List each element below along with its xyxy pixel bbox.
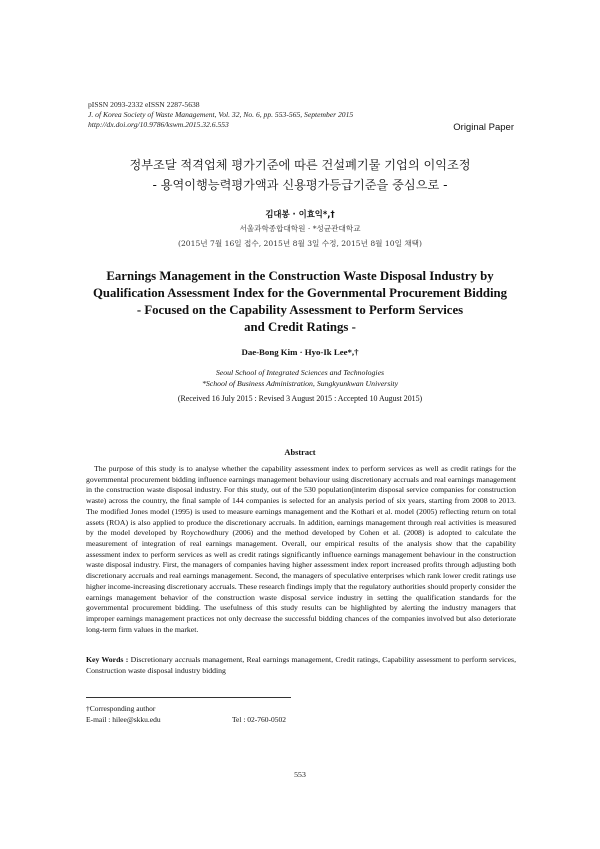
keywords-block xyxy=(86,655,516,676)
korean-title-line-2: - 용역이행능력평가액과 신용평가등급기준을 중심으로 - xyxy=(152,178,448,192)
corresponding-email: E-mail : hilee@skku.edu xyxy=(86,714,161,724)
footnote-rule xyxy=(86,697,291,698)
corresponding-tel: Tel : 02-760-0502 xyxy=(232,714,287,724)
english-title-line-4: and Credit Ratings - xyxy=(244,320,356,334)
korean-dates: (2015년 7월 16일 접수, 2015년 8월 3일 수정, 2015년 8월 10일 채택) xyxy=(178,239,422,248)
abstract-heading: Abstract xyxy=(284,448,316,457)
doi-link[interactable]: http://dx.doi.org/10.9786/kswm.2015.32.6.553 xyxy=(88,120,229,129)
journal-citation: J. of Korea Society of Waste Management, Vol. 32, No. 6, pp. 553-565, September 2015 xyxy=(88,110,354,119)
english-affiliation-1: Seoul School of Integrated Sciences and Technologies xyxy=(215,368,385,377)
english-dates: (Received 16 July 2015 : Revised 3 August 2015 : Accepted 10 August 2015) xyxy=(177,394,423,403)
korean-title-line-1: 정부조달 적격업체 평가기준에 따른 건설폐기물 기업의 이익조정 xyxy=(129,158,471,172)
english-authors: Dae-Bong Kim · Hyo-Ik Lee*,† xyxy=(241,347,359,357)
page-number: 553 xyxy=(294,770,306,779)
footnote-block xyxy=(86,704,161,725)
issn-line: pISSN 2093-2332 eISSN 2287-5638 xyxy=(88,100,200,109)
english-title-line-1: Earnings Management in the Construction Waste Disposal Industry by xyxy=(106,269,494,283)
korean-authors: 김대봉 · 이효익*,† xyxy=(265,209,335,219)
keywords-label: Key Words : xyxy=(86,655,129,664)
english-affiliation-2: *School of Business Administration, Sungkyunkwan University xyxy=(201,379,399,388)
keywords-text: Discretionary accruals management, Real earnings management, Credit ratings, Capability assessment to perform services, Construction waste disposal industry bidding xyxy=(86,655,517,675)
korean-affiliation: 서울과학종합대학원 · *성균관대학교 xyxy=(239,224,361,233)
corresponding-author-note: †Corresponding author xyxy=(86,704,156,713)
english-title-line-3: - Focused on the Capability Assessment to Perform Services xyxy=(136,303,464,317)
article-type-label: Original Paper xyxy=(453,122,514,133)
abstract-body: The purpose of this study is to analyse whether the capability assessment index to perform services as well as credit ratings for the governmental procurement bidding influence earnings management behaviour using discretionary accruals and real earnings management in the construction waste disposal industry. For this study, out of the 530 population(interim disposal service companies for construction waste) across the country, the final sample of 144 companies is selected for an analysis period of six years, starting from 2008 to 2013. The modified Jones model (1995) is used to measure earnings management and the Kothari et al. model (2005) reflecting return on total assets (ROA) is also applied to produce the discretionary accruals. In addition, earnings management through real activities is measured by the model developed by Roychowdhury (2006) and the method developed by Cohen et al. (2008) is adopted to calculate the measurement of integration of real earnings management. Overall, our empirical results of the analysis show that the capability assessment index to perform services as well as credit ratings significantly influence earnings management behaviour in the construction waste disposal industry. First, the managers of companies having higher assessment index report increased profits through adjusting both discretionary accruals and real earnings management. Second, the managers of speculative enterprises which rank lower credit ratings use higher income-increasing discretionary accruals. These research findings imply that the regulatory authorities should properly consider the earnings management behavior of the construction waste disposal service industry in setting the qualification standards for the governmental procurement bidding. The usefulness of this study results can be highlighted by alerting the industry managers that improper earnings management practices not only decrease the successful bidding chances of the companies involved but also deteriorate long-term firm values in the market. xyxy=(86,464,516,634)
english-title-line-2: Qualification Assessment Index for the Governmental Procurement Bidding xyxy=(92,286,508,300)
